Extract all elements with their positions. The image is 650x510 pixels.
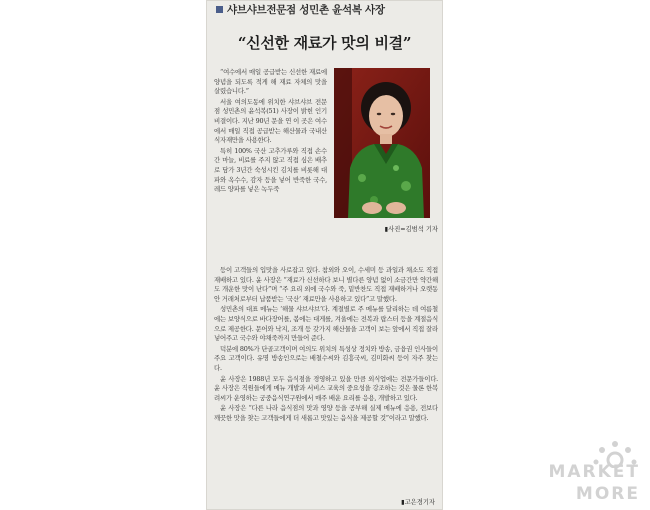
section-header: [216, 2, 437, 16]
section-header-text: 샤브샤브전문점 성민촌 윤석복 사장: [227, 3, 385, 16]
paragraph: 서울 여의도동에 위치한 샤브샤브 전문점 성민촌의 윤석복(51) 사장이 밝힌 인기 비결이다. 지난 90년 문을 연 이 곳은 여수에서 매일 직접 공급받는 해산물과 국내산 식자재만을 사용한다.: [214, 97, 327, 145]
paragraph: 덕분에 80%가 단골고객이며 여의도 위치의 특성상 정치와 방송, 금융권 인사들이 주요 고객이다. 유명 방송인으로는 배철수씨와 김흥국씨, 김미화씨 등이 자주 찾는다.: [214, 344, 438, 372]
paragraph: 특히 100% 국산 고추가루와 직접 손수 간 마늘, 비료를 주지 않고 직접 심은 배추로 담가 3년간 숙성시킨 김치를 비롯해 대파와 옥수수, 감자 등을 넣어 반죽한 국수, 레드 양파를 넣은 녹두죽: [214, 146, 327, 194]
article-body-left: [214, 68, 327, 266]
paragraph: 등이 고객들의 입맛을 사로잡고 있다. 참외와 오이, 수세미 등 과일과 채소도 직접 재배하고 있다. 윤 사장은 “재료가 신선하다 보니 별다른 양념 없이 소금간만 약간해도 개운한 맛이 난다”며 “주 요리 외에 국수와 죽, 밑반찬도 직접 재배하거나 오랫동안 거래처로부터 납품받는 ‘국산’ 재료만을 사용하고 있다”고 말했다.: [214, 266, 438, 303]
paragraph: 윤 사장은 “다른 나라 음식점의 맛과 영양 등을 공부해 실제 메뉴에 응용, 전보다 깨끗한 맛을 찾는 고객들에게 더 새롭고 맛있는 음식을 제공할 것”이라고 말했다.: [214, 404, 438, 422]
paragraph: “여수에서 매일 공급받는 신선한 재료에 양념을 되도록 적게 해 재료 자체의 맛을 살렸습니다.”: [214, 68, 327, 96]
newspaper-clipping: [206, 0, 443, 510]
photo-caption: ▮사진=김범석 기자: [384, 226, 438, 233]
paragraph: 윤 사장은 1988년 모두 음식점을 경영하고 있을 만큼 외식업에는 전문가들이다. 윤 사장은 직원들에게 메뉴 개발과 서비스 교육의 중요성을 강조하는 것은 물론 한복려씨가 운영하는 궁중음식연구원에서 매주 배운 요리를 응용, 개발하고 있다.: [214, 374, 438, 402]
square-bullet-icon: [216, 6, 223, 13]
paragraph: 성민촌의 대표 메뉴는 ‘해물 샤브샤브’다. 계절별로 주 메뉴를 달리하는 데 여름철에는 보양식으로 바다장어를, 봄에는 대게를, 겨울에는 전복과 랍스터 등을 계절음식으로 제공한다. 문어와 낙지, 조개 등 갖가지 해산물을 고객이 보는 앞에서 직접 잘라 넣어주고 국수와 야채죽까지 만들어 준다.: [214, 305, 438, 343]
portrait-photo: [334, 68, 430, 218]
watermark-line1: MARKET: [548, 462, 640, 482]
article-title: “신선한 재료가 맛의 비결”: [237, 34, 412, 52]
article-body-full: [214, 266, 438, 502]
marketmore-watermark: [514, 440, 644, 506]
watermark-line2: MORE: [575, 484, 640, 504]
portrait-image: [334, 68, 430, 218]
reporter-byline: ▮고은경기자: [401, 499, 435, 506]
